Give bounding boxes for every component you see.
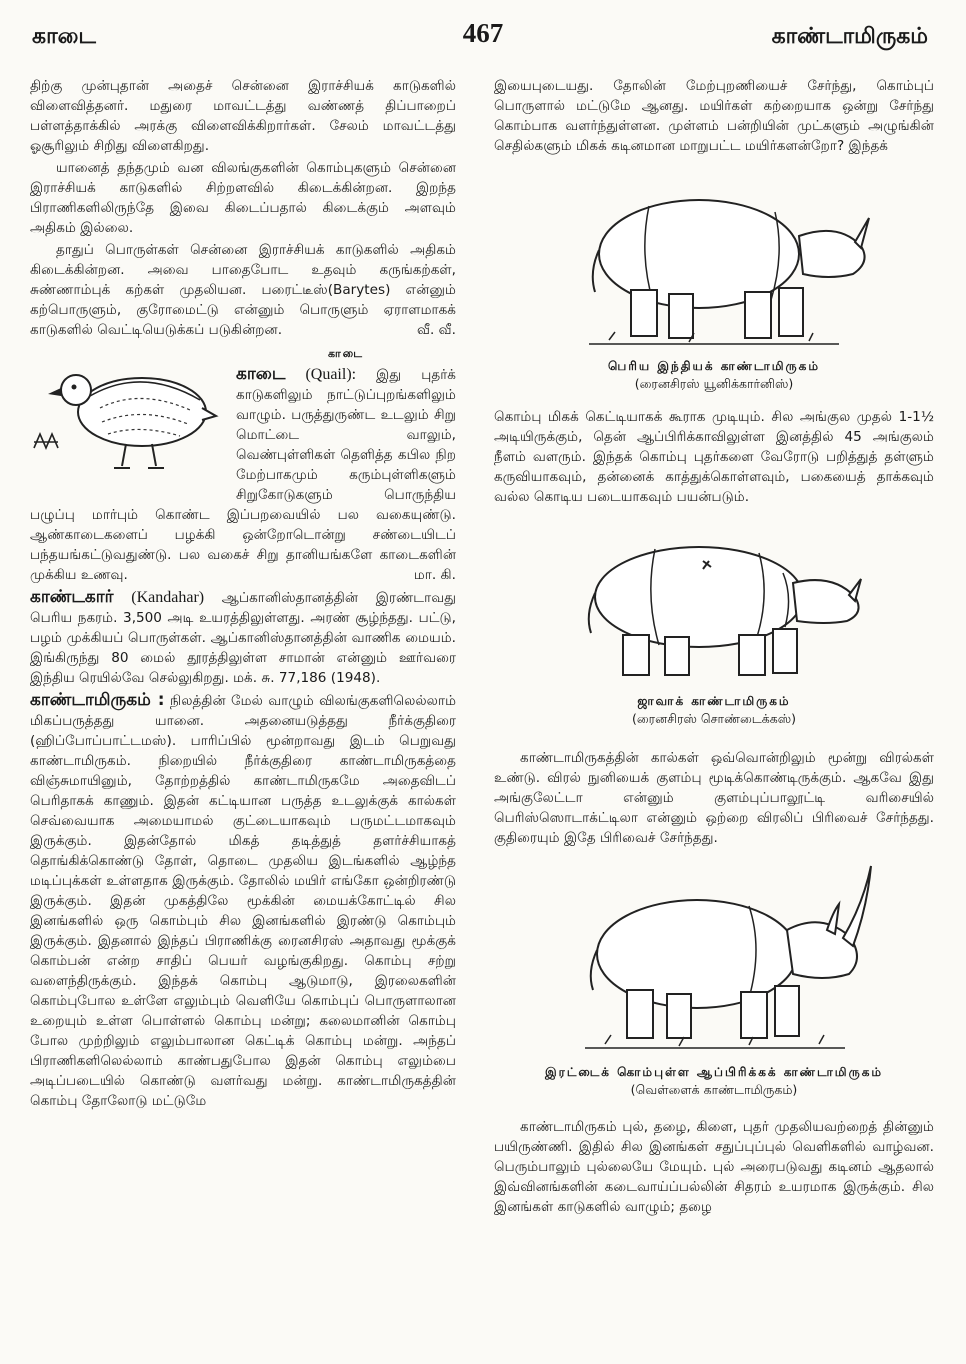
figure-white-rhino	[494, 858, 934, 1099]
entry-rhinoceros-title: காண்டாமிருகம் :	[30, 690, 165, 710]
quail-caption: காடை	[328, 347, 364, 360]
forest-products-para-1: திற்கு முன்புதான் அதைச் சென்னை இராச்சியக் காடுகளில் விளைவித்தனர். மதுரை மாவட்டத்து வண்ணத் திப்பாறைப் பள்ளத்தாக்கில் அரக்கு விளைவிக்கிறார்கள். சேலம் மாவட்டத்து ஓசூரிலும் சிறிது விளைகிறது.	[30, 78, 456, 154]
figure-1-caption: பெரிய இந்தியக் காண்டாமிருகம்	[607, 359, 821, 373]
entry-kandahar-latin: (Kandahar)	[131, 589, 205, 606]
figure-3-caption: இரட்டைக் கொம்புள்ள ஆப்பிரிக்கக் காண்டாமிருகம்	[544, 1065, 884, 1079]
rhino-continued-para-3: காண்டாமிருகத்தின் கால்கள் ஒவ்வொன்றிலும் மூன்று விரல்கள் உண்டு. விரல் நுனியைக் குளம்பு மூடிக்கொண்டிருக்கும். ஆகவே இது அங்குலேட்டா என்னும் குளம்புப்பாலூட்டி வரிசையில் பெரிஸ்ஸொடாக்ட்டிலா என்னும் ஒற்றை விரலிப் பிரிவைச் சேர்ந்தது. குதிரையும் இதே பிரிவைச் சேர்ந்தது.	[494, 750, 934, 846]
white-rhino-drawing	[549, 858, 879, 1064]
forest-products-para-3: தாதுப் பொருள்கள் சென்னை இராச்சியக் காடுகளில் அதிகம் கிடைக்கின்றன. அவை பாதைபோட உதவும் கருங்கற்கள், சுண்ணாம்புக் கற்கள் முதலியன. பரைட்டீஸ்(Barytes) என்னும் கற்பொருளும், குரோமைட்டு என்னும் பொருளும் ஏராளமாகக் காடுகளில் வெட்டியெடுக்கப் படுகின்றன. வீ. வீ.	[30, 242, 456, 338]
quail-figure	[30, 348, 226, 498]
entry-rhinoceros-text: நிலத்தின் மேல் வாழும் விலங்குகளிலெல்லாம் மிகப்பருத்தது யானை. அதனையடுத்தது நீர்க்குதிரை (ஹிப்போப்பாட்டமஸ்). பாரிப்பில் மூன்றாவது இடம் பெறுவது காண்டாமிருகம். நிறையில் நீர்க்குதிரை காண்டாமிருகத்தை விஞ்சுமாயினும், தோற்றத்தில் காண்டாமிருகமே அதைவிடப் பெரிதாகக் காணும். இதன் கட்டியான பருத்த உடலுக்குக் கால்கள் செவ்வையாக அமையாமல் குட்டையாகவும் பருமட்டமாகவும் இருக்கும். இதன்தோல் மிகத் தடித்துத் தளர்ச்சியாகத் தொங்கிக்கொண்டு தோள், தொடை முதலிய இடங்களில் ஆழ்ந்த மடிப்புக்கள் உள்ளதாக இருக்கும். தோலில் மயிர் எங்கோ ஒன்றிரண்டு இருக்கும். இதன் முகத்திலே மூக்கின் மையக்கோட்டில் சில இனங்களில் ஒரு கொம்பும் சில இனங்களில் இரண்டு கொம்பும் இருக்கும். இதனால் இந்தப் பிராணிக்கு ரைனசிரஸ் அதாவது மூக்குக் கொம்பன் என்ற சாதிப் பெயர் வழங்குகிறது. கொம்பு சற்று வளைந்திருக்கும். இந்தக் கொம்பு ஆடுமாடு, இரலைகளின் கொம்புபோல உள்ளே எலும்பும் வெளியே கொம்புப் பொருளாலான உறையும் உள்ள பொள்ளல் கொம்பு மன்று; கலைமானின் கொம்பு போல முற்றிலும் எலும்பாலான கெட்டிக் கொம்பு மன்று. அந்தப் பிராணிகளிலெல்லாம் காண்பதுபோல இதன் கொம்பு எலும்பை அடிப்படையில் கொண்டு வளர்வது மன்று. காண்டாமிருகத்தின் கொம்பு தோலோடு மட்டுமே	[30, 693, 457, 1109]
figure-indian-rhino	[494, 162, 934, 393]
page-header	[0, 18, 966, 58]
entry-kandahar	[30, 587, 456, 688]
entry-kandahar-text: ஆப்கானிஸ்தானத்தின் இரண்டாவது பெரிய நகரம். 3,500 அடி உயரத்திலுள்ளது. அரண் சூழ்ந்தது. பட்டு, பழம் முக்கியப் பொருள்கள். ஆப்கானிஸ்தானத்தின் வாணிக மையம். இங்கிருந்து 80 மைல் தூரத்திலுள்ள சாமான் என்னும் ஊர்வரை இந்திய ரெயில்வே செல்லுகிறது.	[30, 590, 457, 686]
rhino-continued-para-4: காண்டாமிருகம் புல், தழை, கிளை, புதர் முதலியவற்றைத் தின்னும் பயிருண்ணி. இதில் சில இனங்கள் சதுப்புப்புல் வெளிகளில் வாழ்வன. பெரும்பாலும் புல்லையே மேயும். புல் அரைபடுவது கடினம் ஆதலால் இவ்வினங்களின் கடைவாய்ப்பல்லின் சிதரம் உயரமாக இருக்கும். சில இனங்கள் காடுகளில் வாழும்; தழை	[494, 1119, 934, 1215]
entry-quail-latin: (Quail):	[305, 366, 357, 383]
header-left-word: காடை	[32, 24, 96, 49]
quail-author-initials: மா. கி.	[413, 567, 456, 583]
entry-quail-text: இது புதர்க் காடுகளிலும் நாட்டுப்புறங்களிலும் வாழும். பருத்துருண்ட உடலும் சிறு மொட்டை வாலும், வெண்புள்ளிகள் தெளித்த கபில நிற மேற்பாகமும் கரும்புள்ளிகளும் சிறுகோடுகளும் பொருந்திய பழுப்பு மார்பும் கொண்ட இப்பறவையில் பல வகையுண்டு. ஆண்காடைகளைப் பழக்கி ஒன்றோடொன்று சண்டையிடப் பந்தயங்கட்டுவதுண்டு. பல வகைச் சிறு தானியங்களே காடைகளின் முக்கிய உணவு.	[30, 367, 456, 583]
entry-rhinoceros	[30, 690, 456, 1111]
quail-drawing	[30, 348, 226, 476]
forest-products-para-2: யானைத் தந்தமும் வன விலங்குகளின் கொம்புகளும் சென்னை இராச்சியக் காடுகளில் சிற்றளவில் கிடைக்கின்றன. இறந்த பிராணிகளிலிருந்தே இவை கிடைப்பதால் கிடைக்கும் அளவும் அதிகம் இல்லை.	[30, 160, 456, 236]
figure-3-subcaption: (வெள்ளைக் காண்டாமிருகம்)	[630, 1082, 798, 1097]
entry-kandahar-population: மக். சு. 77,186 (1948).	[233, 670, 381, 686]
javan-rhino-drawing	[549, 517, 879, 693]
entry-quail-title: காடை	[236, 364, 286, 384]
page-number: 467	[462, 18, 504, 48]
rhino-continued-para-2: கொம்பு மிகக் கெட்டியாகக் கூராக முடியும். சில அங்குல முதல் 1-1½ அடியிருக்கும், தென் ஆப்பிரிக்காவிலுள்ள இனத்தில் 45 அங்குலம் நீளம் வளரும். இந்தக் கொம்பு புதர்களை வேரோடு பறித்துத் தள்ளும் கருவியாகவும், தன்னைக் காத்துக்கொள்ளவும், பகையைத் தாக்கவும் வல்ல கொடிய படையாகவும் பயன்படும்.	[494, 409, 934, 505]
indian-rhino-drawing	[549, 162, 879, 358]
author-initials: வீ. வீ.	[417, 322, 456, 338]
figure-2-caption: ஜாவாக் காண்டாமிருகம்	[637, 694, 791, 708]
figure-1-subcaption: (ரைனசிரஸ் யூனிக்கார்னிஸ்)	[634, 376, 794, 391]
entry-kandahar-title: காண்டகார்	[30, 587, 114, 607]
figure-2-subcaption: (ரைனசிரஸ் சொண்டைக்கஸ்)	[631, 711, 797, 726]
figure-javan-rhino	[494, 517, 934, 728]
right-column	[494, 76, 934, 1219]
header-right-word: காண்டாமிருகம்	[771, 24, 928, 49]
rhino-continued-para-1: இயைபுடையது. தோலின் மேற்புறணியைச் சேர்ந்து, கொம்புப் பொருளால் மட்டுமே ஆனது. மயிர்கள் கற்றையாக ஒன்று சேர்ந்து கொம்பாக வளர்ந்துள்ளன. முள்ளம் பன்றியின் முட்களும் அழுங்கின் செதில்களும் மிகக் கடினமான மாறுபட்ட மயிர்களன்றோ? இந்தக்	[494, 78, 934, 154]
left-column	[30, 76, 456, 1113]
